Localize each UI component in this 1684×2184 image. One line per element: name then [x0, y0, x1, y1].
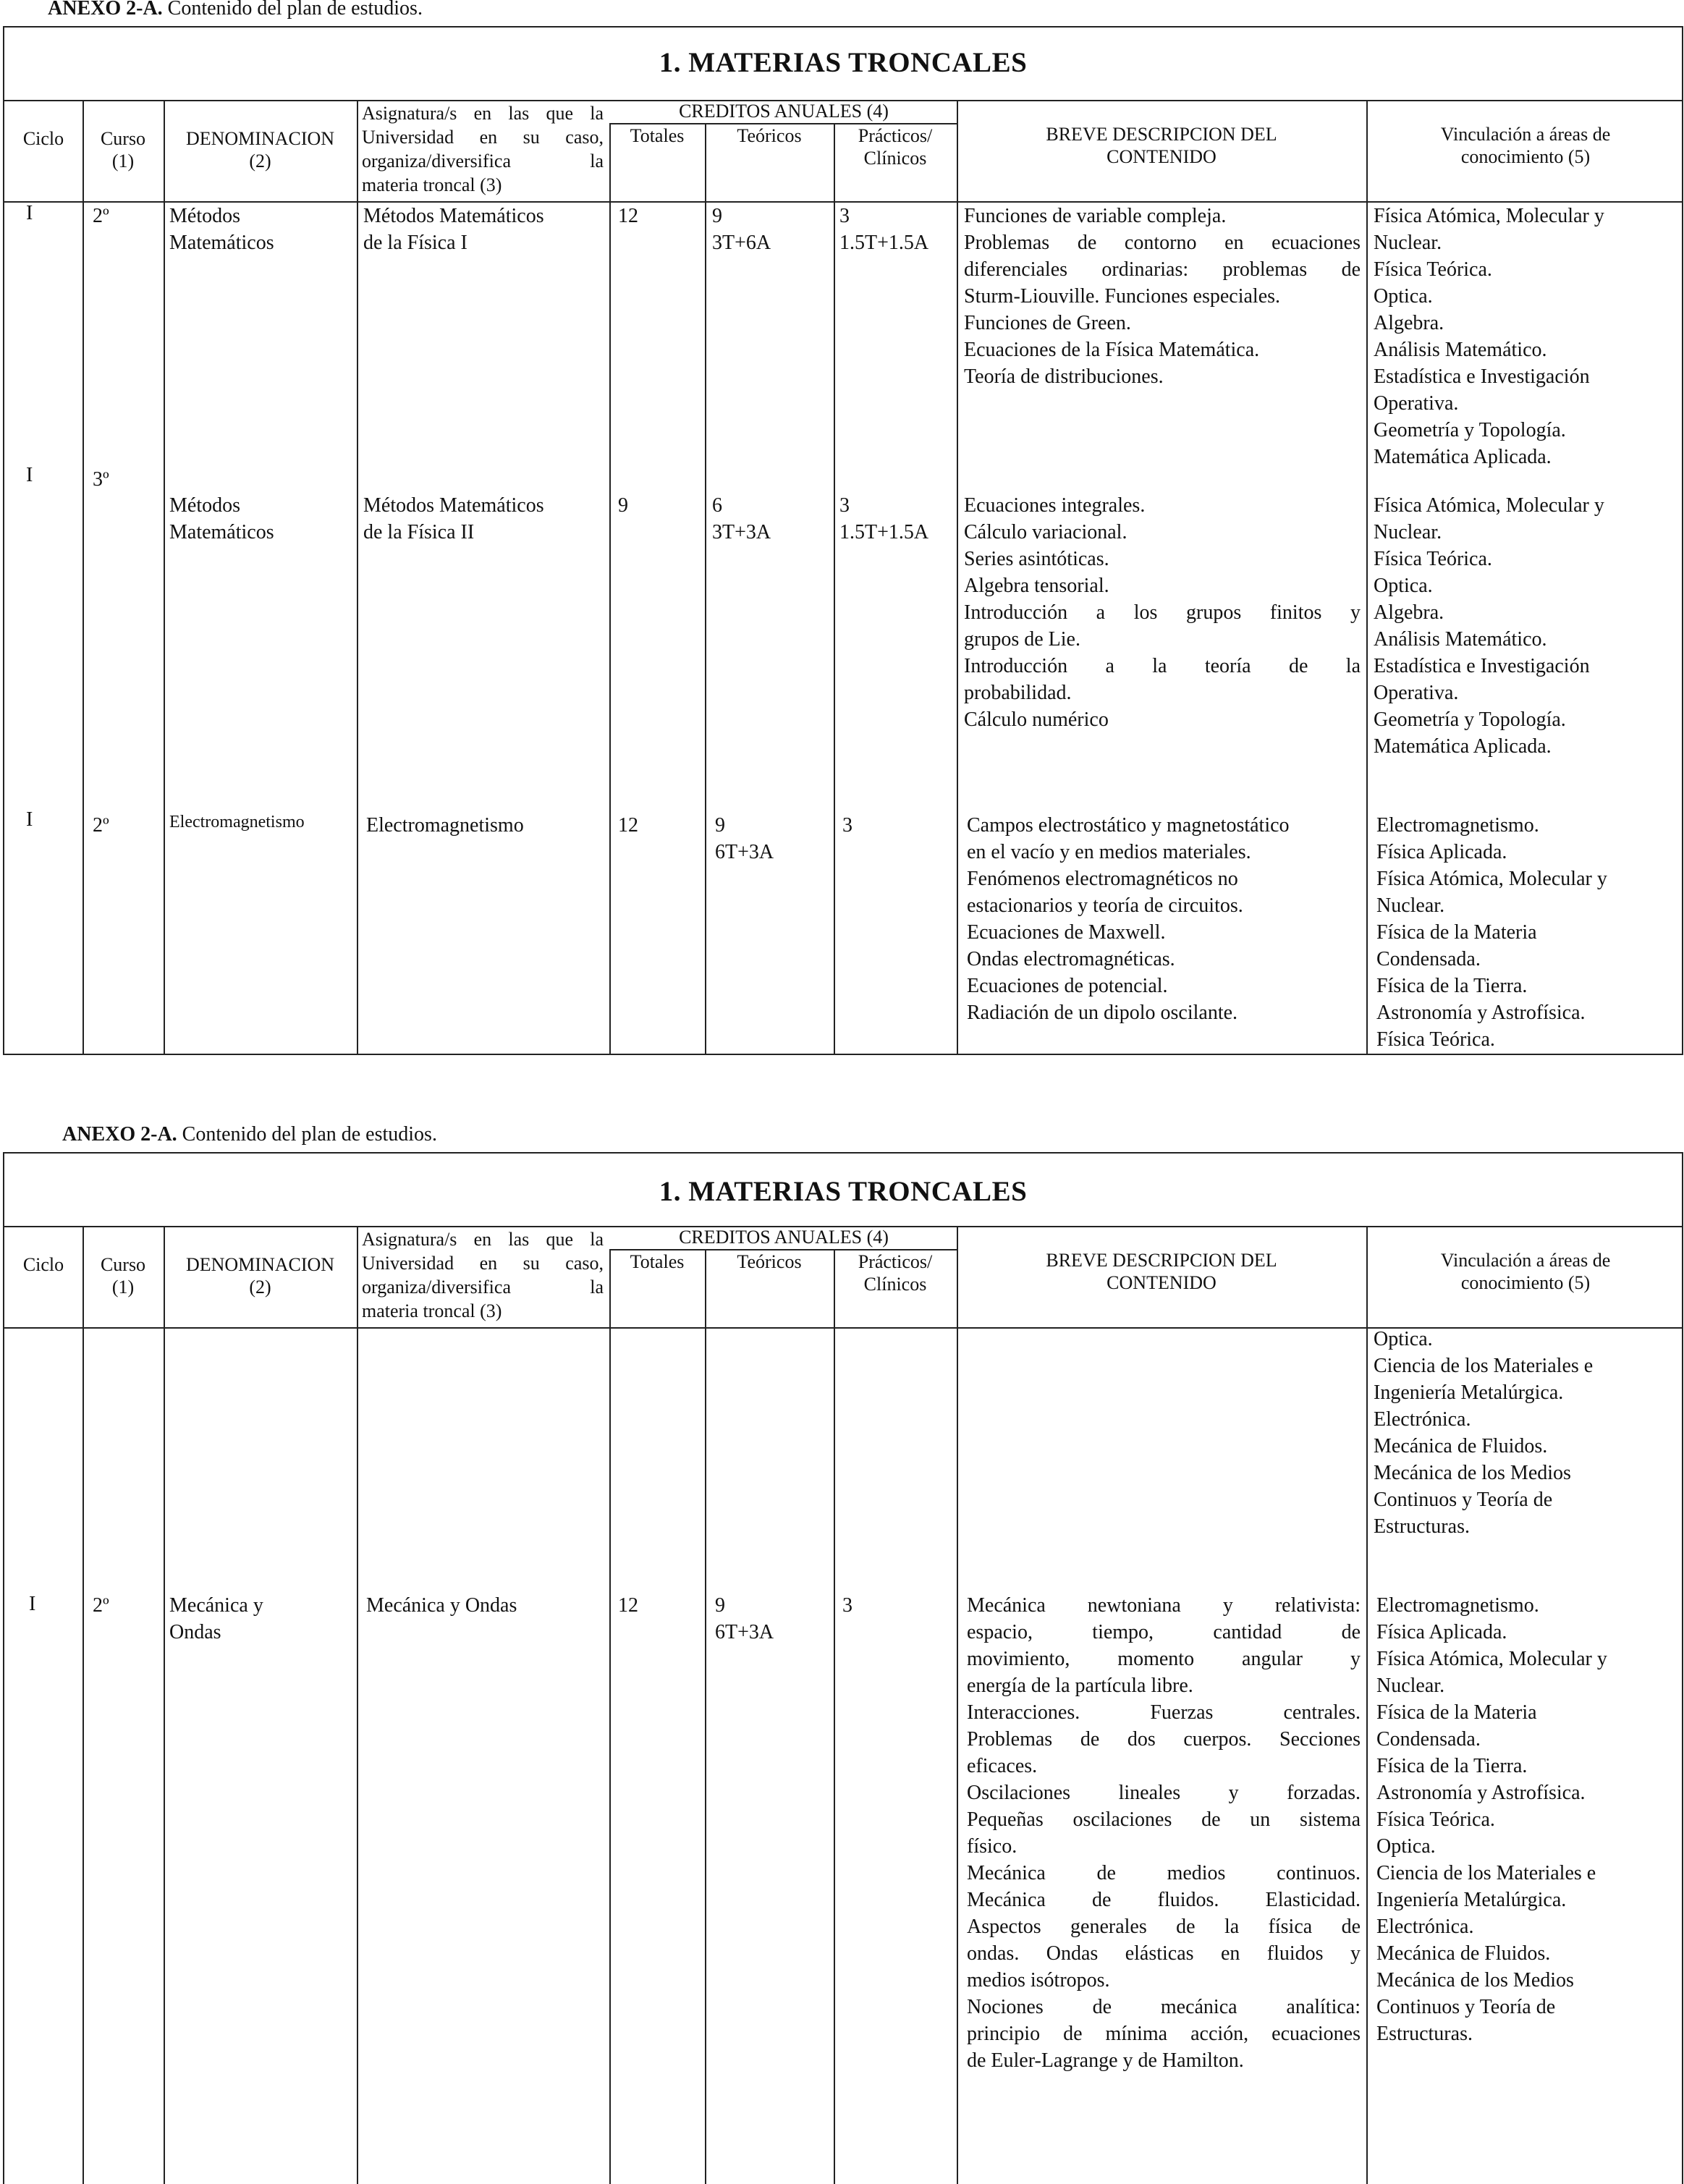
row3-denominacion: Electromagnetismo	[169, 813, 305, 831]
row4-totales: 12	[618, 1594, 638, 1617]
header-ciclo: Ciclo	[22, 1254, 64, 1275]
table-title: 1. MATERIAS TRONCALES	[659, 47, 1028, 78]
table-title: 1. MATERIAS TRONCALES	[659, 1176, 1028, 1207]
row1-descripcion: Funciones de variable compleja. Problemas de contorno en ecuaciones diferenciales ordinarias: problemas de Sturm-Liouville. Funciones especiales. Funciones de Green. Ecuaciones de la Física Matemática. Teoría de distribuciones.	[964, 205, 1361, 388]
row1-denominacion: Métodos Matemáticos	[169, 205, 274, 254]
row3-areas: Electromagnetismo. Física Aplicada. Física Atómica, Molecular y Nuclear. Física de la Materia Condensada. Física de la Tierra. Astronomía y Astrofísica. Física Teórica.	[1376, 814, 1607, 1051]
row4-areas: Electromagnetismo. Física Aplicada. Física Atómica, Molecular y Nuclear. Física de la Materia Condensada. Física de la Tierra. Astronomía y Astrofísica. Física Teórica. Optica. Ciencia de los Materiales e Ingeniería Metalúrgica. Electrónica. Mecánica de Fluidos. Mecánica de los Medios Continuos y Teoría de Estructuras.	[1376, 1594, 1607, 2045]
header-denominacion: DENOMINACION (2)	[185, 1254, 335, 1298]
header-creditos: CREDITOS ANUALES (4)	[679, 101, 889, 122]
col-divider	[357, 1226, 358, 2184]
row1-asignatura: Métodos Matemáticos de la Física I	[363, 205, 544, 254]
col-divider	[82, 1226, 84, 2184]
header-practicos: Prácticos/ Clínicos	[858, 125, 933, 169]
row2-denominacion: Métodos Matemáticos	[169, 494, 274, 543]
header-breve: BREVE DESCRIPCION DEL CONTENIDO	[1046, 124, 1277, 167]
row2-curso: 3º	[93, 468, 109, 491]
header-totales: Totales	[630, 1251, 685, 1272]
row3-practicos: 3	[842, 814, 852, 837]
header-curso: Curso (1)	[100, 1254, 146, 1298]
header-ciclo: Ciclo	[22, 128, 64, 149]
annex-label: ANEXO 2-A.	[62, 1123, 177, 1146]
row2-areas: Física Atómica, Molecular y Nuclear. Física Teórica. Optica. Algebra. Análisis Matemático. Estadística e Investigación Operativa. Geometría y Topología. Matemática Aplicada.	[1374, 494, 1604, 758]
annex-text: Contenido del plan de estudios.	[182, 1123, 437, 1146]
row2-teoricos: 6 3T+3A	[712, 494, 771, 543]
row1-areas: Física Atómica, Molecular y Nuclear. Física Teórica. Optica. Algebra. Análisis Matemático. Estadística e Investigación Operativa. Geometría y Topología. Matemática Aplicada.	[1374, 205, 1604, 468]
row4-teoricos: 9 6T+3A	[715, 1594, 774, 1643]
row1-teoricos: 9 3T+6A	[712, 205, 771, 254]
header-teoricos: Teóricos	[737, 125, 802, 146]
annex-heading-2	[62, 1123, 437, 1146]
header-vinculacion: Vinculación a áreas de conocimiento (5)	[1440, 1250, 1611, 1293]
header-asignatura: Asignatura/s en las que la Universidad en su caso, organiza/diversifica la materia troncal (3)	[362, 103, 604, 195]
row4-practicos: 3	[842, 1594, 852, 1617]
row2-ciclo: I	[26, 464, 33, 486]
row4-asignatura: Mecánica y Ondas	[366, 1594, 517, 1617]
header-teoricos: Teóricos	[737, 1251, 802, 1272]
col-divider	[164, 1226, 165, 2184]
annex-label: ANEXO 2-A.	[48, 0, 163, 20]
row4-curso: 2º	[93, 1594, 109, 1617]
col-divider	[1366, 100, 1368, 1054]
col-divider	[705, 1249, 706, 2184]
col-divider	[164, 100, 165, 1054]
row3-teoricos: 9 6T+3A	[715, 814, 774, 863]
curriculum-table-2	[3, 1152, 1683, 2184]
row2-descripcion: Ecuaciones integrales. Cálculo variacional. Series asintóticas. Algebra tensorial. Introducción a los grupos finitos y grupos de Lie. Introducción a la teoría de la probabilidad. Cálculo numérico	[964, 494, 1361, 731]
row3-curso: 2º	[93, 814, 109, 837]
row1-totales: 12	[618, 205, 638, 227]
col-divider	[834, 1249, 835, 2184]
header-vinculacion: Vinculación a áreas de conocimiento (5)	[1440, 124, 1611, 167]
col-divider	[957, 1226, 958, 2184]
row3-totales: 12	[618, 814, 638, 837]
annex-heading	[48, 0, 423, 20]
col-divider	[609, 123, 611, 1054]
header-curso: Curso (1)	[100, 128, 146, 172]
col-divider	[609, 1249, 611, 2184]
header-asignatura: Asignatura/s en las que la Universidad en su caso, organiza/diversifica la materia troncal (3)	[362, 1229, 604, 1321]
header-practicos: Prácticos/ Clínicos	[858, 1251, 933, 1295]
col-divider	[82, 100, 84, 1054]
curriculum-table	[3, 26, 1683, 1055]
col-divider	[705, 123, 706, 1054]
row1-curso: 2º	[93, 205, 109, 227]
row3-asignatura: Electromagnetismo	[366, 814, 524, 837]
row1-ciclo: I	[26, 202, 33, 224]
header-totales: Totales	[630, 125, 685, 146]
row4-descripcion: Mecánica newtoniana y relativista: espacio, tiempo, cantidad de movimiento, momento angular y energía de la partícula libre. Interacciones. Fuerzas centrales. Problemas de dos cuerpos. Secciones eficaces. Oscilaciones lineales y forzadas. Pequeñas oscilaciones de un sistema físico. Mecánica de medios continuos. Mecánica de fluidos. Elasticidad. Aspectos generales de la física de ondas. Ondas elásticas en fluidos y medios isótropos. Nociones de mecánica analítica: principio de mínima acción, ecuaciones de Euler-Lagrange y de Hamilton.	[967, 1594, 1361, 2072]
col-divider	[1366, 1226, 1368, 2184]
row3-descripcion: Campos electrostático y magnetostático en el vacío y en medios materiales. Fenómenos electromagnéticos no estacionarios y teoría de circuitos. Ecuaciones de Maxwell. Ondas electromagnéticas. Ecuaciones de potencial. Radiación de un dipolo oscilante.	[967, 814, 1290, 1024]
col-divider	[357, 100, 358, 1054]
col-divider	[957, 100, 958, 1054]
header-breve: BREVE DESCRIPCION DEL CONTENIDO	[1046, 1250, 1277, 1293]
header-denominacion: DENOMINACION (2)	[185, 128, 335, 172]
row2-asignatura: Métodos Matemáticos de la Física II	[363, 494, 544, 543]
annex-text: Contenido del plan de estudios.	[167, 0, 423, 20]
row3-ciclo: I	[26, 808, 33, 831]
header-creditos: CREDITOS ANUALES (4)	[679, 1227, 889, 1248]
row4-denominacion: Mecánica y Ondas	[169, 1594, 263, 1643]
continued-areas: Optica. Ciencia de los Materiales e Ingeniería Metalúrgica. Electrónica. Mecánica de Fluidos. Mecánica de los Medios Continuos y Teoría de Estructuras.	[1374, 1328, 1594, 1538]
row1-practicos: 3 1.5T+1.5A	[839, 205, 929, 254]
row2-practicos: 3 1.5T+1.5A	[839, 494, 929, 543]
col-divider	[834, 123, 835, 1054]
row2-totales: 9	[618, 494, 628, 517]
row4-ciclo: I	[29, 1593, 36, 1615]
